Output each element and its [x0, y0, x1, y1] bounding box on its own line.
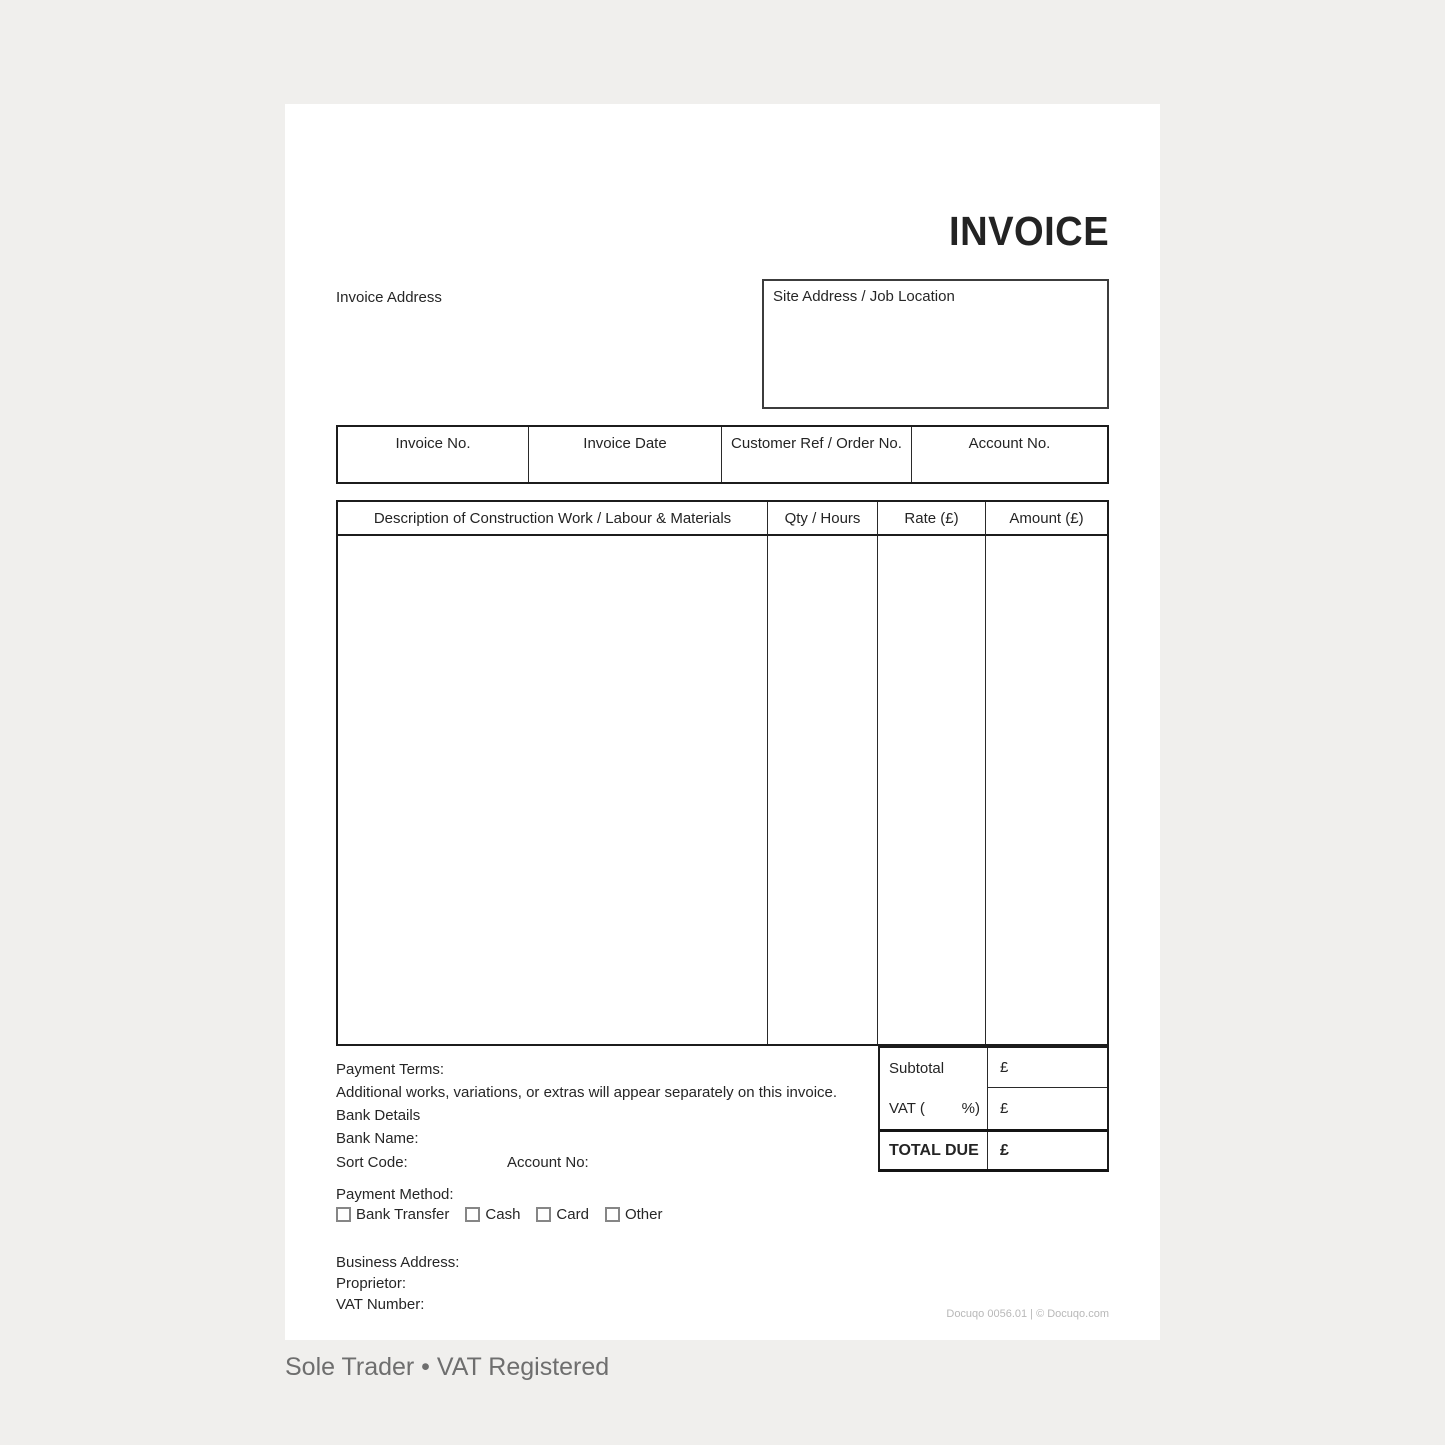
bank-transfer-label: Bank Transfer	[356, 1206, 450, 1223]
site-address-label: Site Address / Job Location	[773, 288, 955, 305]
template-credit: Docuqo 0056.01 | © Docuqo.com	[946, 1308, 1109, 1320]
sort-code-label: Sort Code:	[336, 1154, 408, 1171]
qty-hours-column-header: Qty / Hours	[768, 502, 878, 536]
currency-symbol: £	[1000, 1100, 1009, 1117]
invoice-info-table	[336, 425, 1109, 484]
vat-label	[880, 1088, 987, 1129]
currency-symbol: £	[1000, 1059, 1009, 1076]
customer-ref-header: Customer Ref / Order No.	[722, 427, 912, 482]
description-column-header: Description of Construction Work / Labour & Materials	[338, 502, 768, 536]
rate-column-body	[878, 536, 986, 1044]
vat-label-close: %)	[961, 1100, 980, 1117]
additional-works-note: Additional works, variations, or extras will appear separately on this invoice.	[336, 1084, 838, 1101]
total-due-row	[880, 1129, 1107, 1169]
subtotal-label: Subtotal	[889, 1059, 945, 1077]
payment-option-bank-transfer	[336, 1205, 449, 1224]
subtotal-amount-cell	[987, 1048, 1107, 1088]
cash-checkbox[interactable]	[465, 1207, 480, 1222]
payment-option-card	[536, 1205, 589, 1224]
payment-option-cash	[465, 1205, 520, 1224]
description-column-body	[338, 536, 768, 1044]
total-due-label: TOTAL DUE	[889, 1141, 979, 1159]
qty-hours-column-body	[768, 536, 878, 1044]
totals-box	[878, 1046, 1109, 1172]
bank-name-label: Bank Name:	[336, 1130, 419, 1147]
site-address-box	[762, 279, 1109, 409]
cash-label: Cash	[485, 1206, 521, 1223]
payment-terms-label: Payment Terms:	[336, 1061, 445, 1078]
payment-method-options	[336, 1205, 662, 1224]
amount-column-body	[986, 536, 1107, 1044]
vat-number-label: VAT Number:	[336, 1296, 425, 1313]
rate-column-header: Rate (£)	[878, 502, 986, 536]
amount-column-header: Amount (£)	[986, 502, 1107, 536]
invoice-document-page	[285, 104, 1160, 1340]
invoice-address-label: Invoice Address	[336, 289, 442, 306]
line-items-table	[336, 500, 1109, 1046]
invoice-no-header: Invoice No.	[338, 427, 529, 482]
vat-label-open: VAT (	[889, 1100, 925, 1117]
currency-symbol: £	[1000, 1141, 1009, 1159]
card-label: Card	[556, 1206, 589, 1223]
vat-amount-cell	[987, 1088, 1107, 1129]
document-title: INVOICE	[948, 208, 1109, 254]
account-no-label: Account No:	[507, 1154, 589, 1171]
total-due-amount-cell	[987, 1132, 1107, 1169]
account-no-header: Account No.	[968, 435, 1051, 452]
bank-transfer-checkbox[interactable]	[336, 1207, 351, 1222]
payment-option-other	[605, 1205, 663, 1224]
business-address-label: Business Address:	[336, 1254, 460, 1271]
bank-details-label: Bank Details	[336, 1107, 421, 1124]
subtotal-row	[880, 1048, 1107, 1088]
vat-row	[880, 1088, 1107, 1129]
proprietor-label: Proprietor:	[336, 1275, 407, 1292]
other-checkbox[interactable]	[605, 1207, 620, 1222]
page-caption: Sole Trader • VAT Registered	[285, 1353, 610, 1381]
other-label: Other	[624, 1206, 663, 1223]
payment-method-label: Payment Method:	[336, 1186, 454, 1203]
card-checkbox[interactable]	[536, 1207, 551, 1222]
invoice-date-header: Invoice Date	[529, 427, 722, 482]
